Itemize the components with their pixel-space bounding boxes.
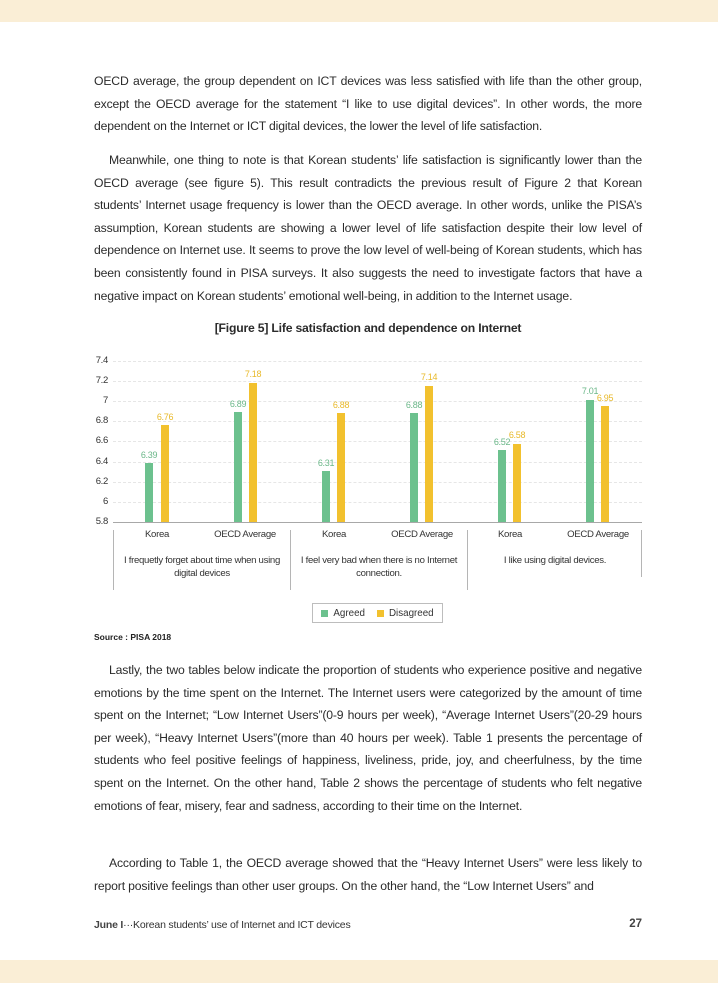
paragraph-1: OECD average, the group dependent on ICT devices was less satisfied with life than the other group, except the OECD average for the statement “I like to use digital devices”. In other words, the more dependent on the Internet or ICT digital devices, the lower the level of life satisfaction. [94,74,642,134]
value-label-agreed: 6.88 [405,400,423,410]
yellow-swatch-icon [377,610,384,617]
bar-agreed [586,400,594,522]
y-tick: 6.2 [95,476,108,487]
legend-label: Disagreed [388,607,434,619]
value-label-disagreed: 7.14 [420,372,438,382]
y-tick: 7.2 [95,375,108,386]
legend-label: Agreed [333,607,365,619]
figure-label: [Figure 5] [214,321,269,335]
gridline [113,401,642,402]
bar-agreed [322,471,330,522]
figure-source: Source : PISA 2018 [94,632,172,642]
value-label-agreed: 6.89 [229,399,247,409]
category-label: Korea [144,529,170,540]
value-label-agreed: 6.52 [493,437,511,447]
category-label: OECD Average [567,529,629,540]
value-label-disagreed: 6.95 [596,393,614,403]
bottom-band [0,960,718,983]
value-label-agreed: 7.01 [581,386,599,396]
bar-agreed [145,463,153,522]
group-label: I frequetly forget about time when using digital devices [124,555,280,579]
value-label-agreed: 6.31 [317,458,335,468]
gridline [113,482,642,483]
category-label: OECD Average [214,529,276,540]
bar-disagreed [601,406,609,522]
paragraph-2: Meanwhile, one thing to note is that Korean students’ life satisfaction is significantly lower than the OECD average (see figure 5). This result contradicts the previous result of Figure 2 that Korean students’ Internet usage frequency is lower than the OECD average. In other words, unlike the PISA’s assumption, Korean students are showing a lower level of life satisfaction despite their low level of dependence on Internet use. It seems to prove the low level of well-being of Korean students, which has been consistently found in PISA surveys. It also suggests the need to investigate factors that have a negative impact on Korean students’ emotional well-being, in addition to the Internet usage. [94,153,642,303]
y-tick: 7.4 [95,355,108,366]
bar-disagreed [249,383,257,522]
bar-disagreed [513,444,521,522]
gridline [113,381,642,382]
value-label-disagreed: 6.58 [508,430,526,440]
running-footer [94,919,351,931]
footer-separator: ··· [123,919,134,931]
value-label-disagreed: 6.76 [156,412,174,422]
y-tick: 6 [103,496,108,507]
value-label-disagreed: 6.88 [332,400,350,410]
bar-disagreed [161,425,169,522]
legend-item-agreed [321,608,365,619]
chart-legend [312,603,443,623]
category-label: Korea [497,529,523,540]
y-tick: 7 [103,395,108,406]
figure-caption: Life satisfaction and dependence on Internet [271,321,522,335]
value-label-agreed: 6.39 [140,450,158,460]
y-tick: 6.4 [95,456,108,467]
group-label: I feel very bad when there is no Internet connection. [300,555,458,579]
group-separator [113,530,114,590]
gridline [113,361,642,362]
figure-title [94,321,642,335]
value-label-disagreed: 7.18 [244,369,262,379]
footer-title: Korean students’ use of Internet and ICT devices [133,919,351,931]
bar-disagreed [425,386,433,522]
footer-month: June I [94,919,124,931]
paragraph-4: According to Table 1, the OECD average showed that the “Heavy Internet Users” were less likely to report positive feelings than other user groups. On the other hand, the “Low Internet Users” and [94,856,642,893]
top-band [0,0,718,22]
gridline [113,441,642,442]
green-swatch-icon [321,610,328,617]
y-tick: 6.8 [95,415,108,426]
bar-agreed [498,450,506,522]
bar-disagreed [337,413,345,522]
paragraph-3: Lastly, the two tables below indicate the proportion of students who experience positive and negative emotions by the time spent on the Internet. The Internet users were categorized by the amount of time spent on the Internet; “Low Internet Users”(0-9 hours per week), “Average Internet Users”(20-29 hours per week), “Heavy Internet Users”(more than 40 hours per week). Table 1 presents the percentage of students who feel positive feelings of happiness, liveliness, pride, joy, and cheerfulness, by the time spent on the Internet. On the other hand, Table 2 shows the percentage of students who felt negative emotions of fear, misery, fear and sadness, according to their time on the Internet. [94,663,642,813]
y-tick: 5.8 [95,516,108,527]
gridline [113,421,642,422]
legend-item-disagreed [377,608,434,619]
group-separator [641,530,642,577]
y-tick: 6.6 [95,435,108,446]
group-separator [467,530,468,590]
bar-agreed [410,413,418,522]
category-label: Korea [321,529,347,540]
bar-agreed [234,412,242,522]
group-separator [290,530,291,590]
gridline [113,502,642,503]
group-label: I like using digital devices. [503,555,607,566]
x-axis [113,522,642,523]
page-number: 27 [629,918,642,930]
category-label: OECD Average [391,529,453,540]
gridline [113,462,642,463]
